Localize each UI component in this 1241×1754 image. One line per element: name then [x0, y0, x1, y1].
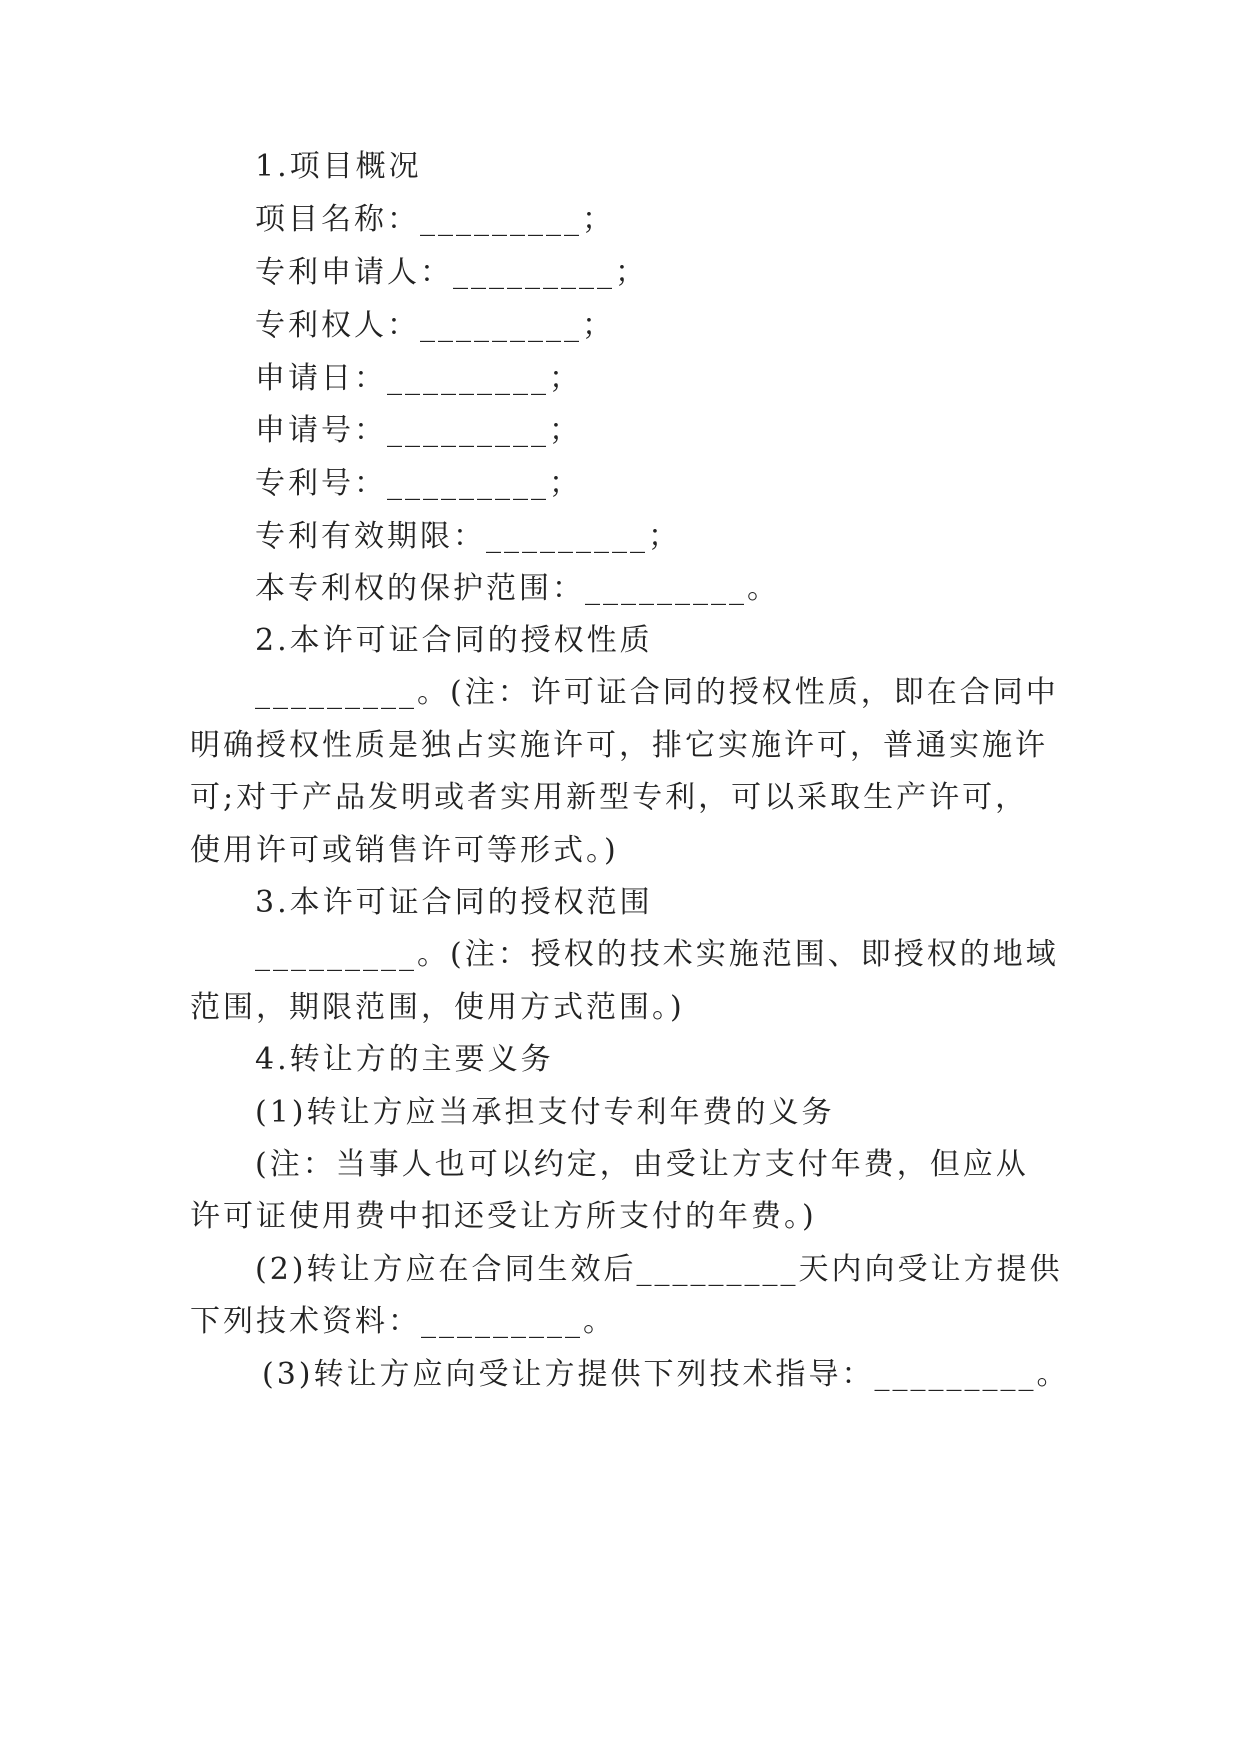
paragraph-line: 明确授权性质是独占实施许可，排它实施许可，普通实施许 — [190, 728, 1048, 763]
paragraph-line: 范围，期限范围，使用方式范围。) — [190, 990, 685, 1025]
filing-date-line: 申请日：_________； — [255, 361, 582, 396]
patent-applicant-line: 专利申请人：_________； — [255, 255, 648, 290]
paragraph-line: _________。(注：授权的技术实施范围、即授权的地域 — [255, 937, 1059, 972]
list-item: (1)转让方应当承担支付专利年费的义务 — [255, 1095, 835, 1130]
paragraph-line: 使用许可或销售许可等形式。) — [190, 833, 619, 868]
patent-number-line: 专利号：_________； — [255, 466, 582, 501]
section-heading: 4.转让方的主要义务 — [255, 1042, 554, 1077]
patent-holder-line: 专利权人：_________； — [255, 308, 615, 343]
paragraph-line: 下列技术资料：_________。 — [190, 1304, 616, 1339]
section-heading: 3.本许可证合同的授权范围 — [255, 885, 653, 920]
paragraph-line: _________。(注：许可证合同的授权性质，即在合同中 — [255, 675, 1059, 710]
section-heading: 2.本许可证合同的授权性质 — [255, 623, 653, 658]
paragraph-line: 许可证使用费中扣还受让方所支付的年费。) — [190, 1199, 817, 1234]
paragraph-line: 可;对于产品发明或者实用新型专利，可以采取生产许可， — [190, 780, 1029, 815]
project-name-line: 项目名称：_________； — [255, 202, 615, 237]
protection-scope-line: 本专利权的保护范围：_________。 — [255, 571, 780, 606]
application-number-line: 申请号：_________； — [255, 413, 582, 448]
validity-period-line: 专利有效期限：_________； — [255, 519, 681, 554]
list-item: (3)转让方应向受让方提供下列技术指导：_________。 — [262, 1357, 1070, 1392]
paragraph-line: (注：当事人也可以约定，由受让方支付年费，但应从 — [255, 1147, 1029, 1182]
list-item: (2)转让方应在合同生效后_________天内向受让方提供 — [255, 1252, 1063, 1287]
section-heading: 1.项目概况 — [255, 149, 422, 184]
